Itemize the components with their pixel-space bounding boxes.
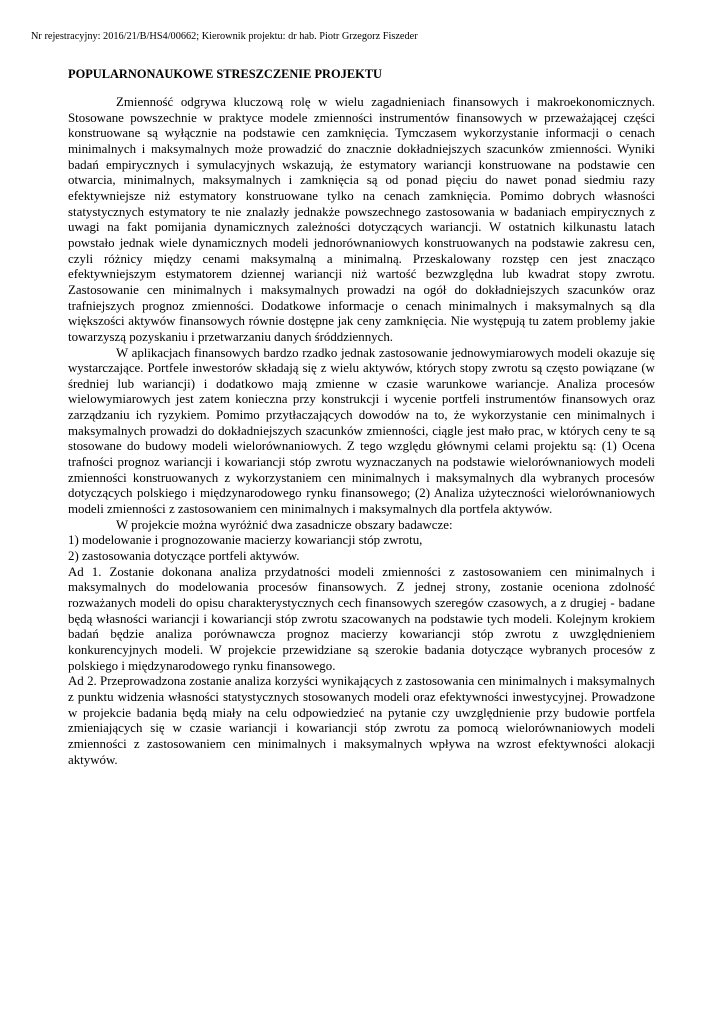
document-title: POPULARNONAUKOWE STRESZCZENIE PROJEKTU <box>68 67 382 81</box>
paragraph-intro: Zmienność odgrywa kluczową rolę w wielu zagadnieniach finansowych i makroekonomicznych. Stosowane powszechnie w praktyce modele zmienności instrumentów finansowych w przeważającej części konstruowane są wyłącznie na podstawie cen zamknięcia. Tymczasem wykorzystanie informacji o cenach minimalnych i maksymalnych może prowadzić do znacznie dokładniejszych szacunków zmienności. Wyniki badań empirycznych i symulacyjnych wskazują, że estymatory wariancji konstruowane na podstawie cen otwarcia, minimalnych, maksymalnych i zamknięcia są od ponad pięciu do nawet ponad siedmiu razy efektywniejsze niż estymatory konstruowane tylko na cenach zamknięcia. Pomimo dobrych własności statystycznych estymatory te nie znalazły jednakże powszechnego zastosowania w badaniach empirycznych z uwagi na fakt pomijania dynamicznych zależności dotyczących wariancji. W ostatnich kilkunastu latach powstało jednak wiele dynamicznych modeli jednorównaniowych konstruowanych na podstawie zakresu cen, czyli różnicy między cenami maksymalną a minimalną. Przeskalowany rozstęp cen jest znacząco efektywniejszym estymatorem dziennej wariancji niż wartość bezwzględna lub kwadrat stopy zwrotu. Zastosowanie cen minimalnych i maksymalnych prowadzi na ogół do dokładniejszych szacunków oraz trafniejszych prognoz zmienności. Dodatkowe informacje o cenach minimalnych i maksymalnych są dla większości aktywów finansowych równie dostępne jak ceny zamknięcia. Nie występują tu zatem problemy jakie towarzyszą pozyskaniu i przetwarzaniu danych śróddziennych. <box>68 95 655 344</box>
list-item-2: 2) zastosowania dotyczące portfeli aktywów. <box>68 549 300 564</box>
registration-header: Nr rejestracyjny: 2016/21/B/HS4/00662; Kierownik projektu: dr hab. Piotr Grzegorz Fiszeder <box>31 31 418 42</box>
document-body <box>68 95 655 768</box>
list-item-1: 1) modelowanie i prognozowanie macierzy kowariancji stóp zwrotu, <box>68 533 423 548</box>
paragraph-objectives: W aplikacjach finansowych bardzo rzadko jednak zastosowanie jednowymiarowych modeli okazuje się wystarczające. Portfele inwestorów składają się z wielu aktywów, których stopy zwrotu są często powiązane (w średniej lub wariancji) i dodatkowo mają zmienne w czasie warunkowe wariancje. Analiza procesów wielowymiarowych jest zatem konieczna przy konstrukcji i wycenie portfeli instrumentów finansowych oraz zarządzaniu ich ryzykiem. Pomimo przytłaczających dowodów na to, że wykorzystanie cen minimalnych i maksymalnych prowadzi do dokładniejszych szacunków zmienności, ciągle jest mało prac, w których ceny te są stosowane do budowy modeli wielorównaniowych. Z tego względu głównymi celami projektu są: (1) Ocena trafności prognoz wariancji i kowariancji stóp zwrotu wyznaczanych na podstawie wielorównaniowych modeli zmienności konstruowanych z wykorzystaniem cen minimalnych i maksymalnych dla wybranych procesów dotyczących polskiego i międzynarodowego rynku finansowego; (2) Analiza użyteczności wielorównaniowych modeli zmienności z zastosowaniem cen minimalnych i maksymalnych dla portfela aktywów. <box>68 345 655 517</box>
paragraph-ad-2: Ad 2. Przeprowadzona zostanie analiza korzyści wynikających z zastosowania cen minimalnych i maksymalnych z punktu widzenia własności statystycznych stosowanych modeli oraz efektywności inwestycyjnej. Prowadzone w projekcie badania będą miały na celu odpowiedzieć na pytanie czy uwzględnienie przy budowie portfela zmieniających się w czasie wariancji i kowariancji stóp zwrotu za pomocą wielorównaniowych modeli zmienności z zastosowaniem cen minimalnych i maksymalnych wpływa na wzrost efektywności alokacji aktywów. <box>68 674 655 767</box>
paragraph-ad-1: Ad 1. Zostanie dokonana analiza przydatności modeli zmienności z zastosowaniem cen minimalnych i maksymalnych do modelowania procesów finansowych. Z jednej strony, zostanie oceniona zdolność rozważanych modeli do opisu charakterystycznych cech finansowych szeregów czasowych, a z drugiej - badane będą własności wariancji i kowariancji stóp zwrotu szacowanych na podstawie tych modeli. Kolejnym krokiem badań będzie analiza porównawcza prognoz macierzy kowariancji stóp zwrotu z uwzględnieniem konkurencyjnych modeli. W projekcie przewidziane są szerokie badania dotyczące wybranych procesów z polskiego i międzynarodowego rynku finansowego. <box>68 564 655 673</box>
paragraph-research-areas: W projekcie można wyróżnić dwa zasadnicze obszary badawcze: <box>116 517 453 532</box>
